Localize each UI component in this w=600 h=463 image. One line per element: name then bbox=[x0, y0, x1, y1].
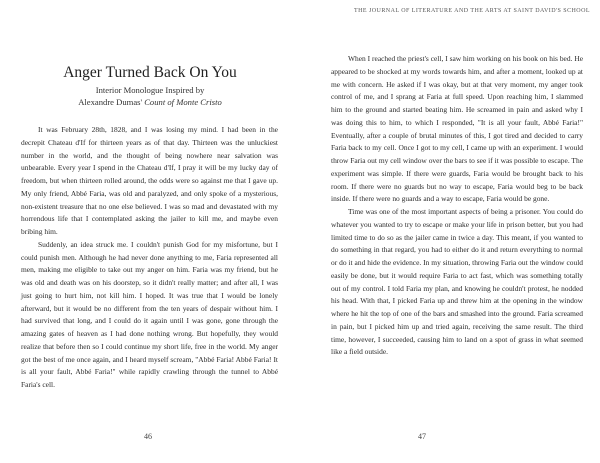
article-title: Anger Turned Back On You bbox=[63, 64, 237, 81]
source-work-title: Count of Monte Cristo bbox=[144, 97, 222, 108]
running-head: THE JOURNAL OF LITERATURE AND THE ARTS AT SAINT DAVID'S SCHOOL bbox=[354, 8, 590, 14]
article-subtitle bbox=[0, 84, 300, 108]
author-prefix: Alexandre Dumas' bbox=[78, 97, 143, 108]
page-number: 46 bbox=[144, 432, 152, 441]
paragraph: Time was one of the most important aspects of being a prisoner. You could do whatever you wanted to try to escape or make your life in prison better, but you had limited time to do so as the jailer came in twice a day. This meant, if you wanted to do something in that regard, you had to either do it and return everything to normal or do it and hide the evidence. In my situation, throwing Faria out the window could easily be done, but it would require Faria to act fast, which was something totally out of my control. I told Faria my plan, and knowing he couldn't protest, he nodded his head. With that, I picked Faria up and threw him at the opening in the window where he hit the top of one of the bars and smashed into the ground. Faria screamed in pain, but I picked him up and tried again, receiving the same result. The third time, however, I succeeded, causing him to land on a spot of grass in what seemed like a field outside. bbox=[331, 207, 583, 357]
subtitle-attribution bbox=[0, 96, 300, 108]
article-heading bbox=[0, 63, 300, 108]
right-page bbox=[300, 0, 600, 463]
subtitle-line: Interior Monologue Inspired by bbox=[95, 85, 205, 95]
paragraph: When I reached the priest's cell, I saw him working on his book on his bed. He appeared to be shocked at my words towards him, and after a moment, looked up at me with concern. He asked if I was okay, but at that very moment, my anger took control of me, and I sprang at Faria at full speed. Upon reaching him, I slammed him to the ground and started beating him. He screamed in pain and asked why I was doing this to him, to which I responded, "It is all your fault, Abbé Faria!" Eventually, after a couple of brutal minutes of this, I got tired and decided to carry Faria back to my cell. Once I got to my cell, I came up with an experiment. I would throw Faria out my cell window over the bars to see if it was possible to escape. The experiment was simple. If there were guards, Faria would be brought back to his room. If there were no guards but no way to escape, Faria would beg to be back inside. If there were no guards and a way to escape, Faria would be gone. bbox=[331, 54, 583, 204]
paragraph: Suddenly, an idea struck me. I couldn't punish God for my misfortune, but I could punish men. Although he had never done anything to me, Faria represented all men, making me eligible to take out my anger on him. Faria was my friend, but he was old and death was on his doorstep, so it didn't really matter; and after all, I was just going to hurt him, not kill him. I hoped. It was true that I would be lonely afterward, but it would be no different from the ten years of despair without him. I had survived that long, and I could do it again until I was gone, gone through the amazing gates of heaven as I had done nothing wrong. But hopefully, they would realize that before then so I could continue my short life, free in the world. My anger got the best of me once again, and I heard myself scream, "Abbé Faria! Abbé Faria! It is all your fault, Abbé Faria!" while rapidly crawling through the tunnel to Abbé Faria's cell. bbox=[21, 239, 278, 389]
page-number: 47 bbox=[418, 432, 426, 441]
left-body-text bbox=[21, 124, 278, 392]
paragraph: It was February 28th, 1828, and I was losing my mind. I had been in the decrepit Chateau d'If for thirteen years as of that day. Thirteen was the unluckiest number in the world, and the thought of being nowhere near salvation was unbearable. Every year I spend in the Chateau d'If, I pray it will be my lucky day of freedom, but when thirteen rolled around, the odds were so against me that I gave up. My only friend, Abbé Faria, was old and paralyzed, and only spoke of a mysterious, non-existent treasure that no one else believed. I was so mad and devastated with my horrendous life that I contemplated asking the jailer to kill me, and maybe even bribing him. bbox=[21, 125, 278, 236]
right-body-text bbox=[331, 53, 583, 359]
